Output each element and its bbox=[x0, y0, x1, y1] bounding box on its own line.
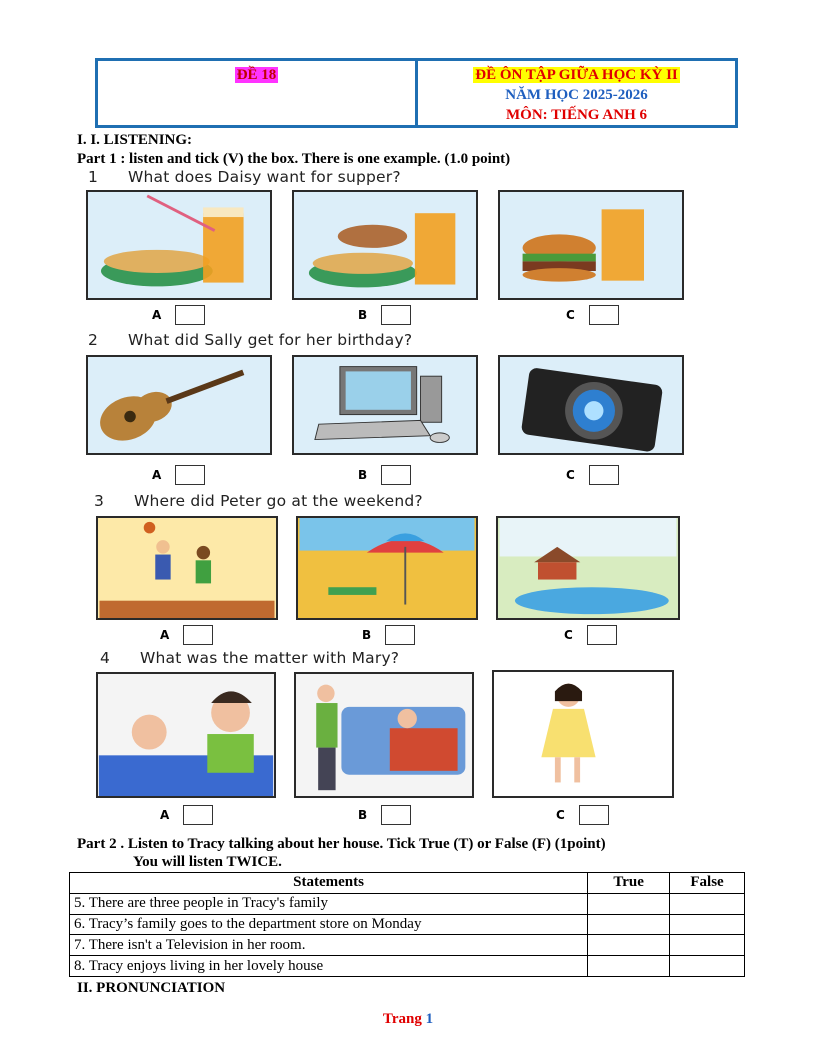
question-text: Where did Peter go at the weekend? bbox=[134, 492, 423, 510]
page-number: 1 bbox=[425, 1011, 434, 1027]
table-header-row bbox=[70, 873, 745, 894]
header-right-cell bbox=[418, 61, 735, 125]
picture-sick-in-bed bbox=[96, 672, 276, 798]
option-label: C bbox=[556, 808, 565, 822]
option-row-q2a bbox=[152, 465, 205, 485]
part2-instruction: Part 2 . Listen to Tracy talking about her house. Tick True (T) or False (F) (1point) bbox=[77, 836, 606, 852]
exam-title: ĐỀ ÔN TẬP GIỮA HỌC KỲ II bbox=[475, 67, 678, 83]
table-row bbox=[70, 914, 745, 935]
question-text: What did Sally get for her birthday? bbox=[128, 331, 413, 349]
statement-cell: 8. Tracy enjoys living in her lovely house bbox=[70, 956, 588, 977]
option-label: A bbox=[160, 808, 170, 822]
option-row-q3c bbox=[564, 625, 617, 645]
picture-burger-juice bbox=[498, 190, 684, 300]
picture-computer bbox=[292, 355, 478, 455]
option-row-q4a bbox=[160, 805, 213, 825]
question-number: 4 bbox=[100, 649, 111, 667]
question-text: What does Daisy want for supper? bbox=[128, 168, 401, 186]
true-cell[interactable] bbox=[588, 893, 670, 914]
picture-house-lake bbox=[496, 516, 680, 620]
part2-instruction-2: You will listen TWICE. bbox=[133, 854, 282, 870]
option-row-q1b bbox=[358, 305, 411, 325]
true-false-table bbox=[69, 872, 745, 977]
option-row-q3b bbox=[362, 625, 415, 645]
header-statements: Statements bbox=[70, 873, 588, 894]
section-listening-title: I. I. LISTENING: bbox=[77, 132, 193, 148]
picture-sofa bbox=[294, 672, 474, 798]
subject: MÔN: TIẾNG ANH 6 bbox=[506, 107, 647, 123]
answer-box[interactable] bbox=[381, 805, 411, 825]
exam-code: ĐỀ 18 bbox=[236, 67, 277, 83]
option-label: A bbox=[160, 628, 170, 642]
true-cell[interactable] bbox=[588, 956, 670, 977]
question-4 bbox=[100, 649, 399, 667]
option-row-q2b bbox=[358, 465, 411, 485]
header-true: True bbox=[588, 873, 670, 894]
answer-box[interactable] bbox=[589, 465, 619, 485]
page-footer bbox=[0, 1011, 816, 1028]
option-row-q3a bbox=[160, 625, 213, 645]
picture-spaghetti-juice bbox=[86, 190, 272, 300]
answer-box[interactable] bbox=[381, 305, 411, 325]
option-label: C bbox=[564, 628, 573, 642]
table-row bbox=[70, 893, 745, 914]
picture-beach bbox=[296, 516, 478, 620]
header-false: False bbox=[670, 873, 745, 894]
option-row-q2c bbox=[566, 465, 619, 485]
option-label: B bbox=[358, 808, 368, 822]
question-number: 1 bbox=[88, 168, 99, 186]
picture-basketball bbox=[96, 516, 278, 620]
statement-cell: 6. Tracy’s family goes to the department store on Monday bbox=[70, 914, 588, 935]
statement-cell: 5. There are three people in Tracy's family bbox=[70, 893, 588, 914]
question-text: What was the matter with Mary? bbox=[140, 649, 400, 667]
question-2 bbox=[88, 331, 412, 349]
answer-box[interactable] bbox=[385, 625, 415, 645]
picture-camera bbox=[498, 355, 684, 455]
answer-box[interactable] bbox=[589, 305, 619, 325]
false-cell[interactable] bbox=[670, 893, 745, 914]
true-cell[interactable] bbox=[588, 935, 670, 956]
page-label: Trang bbox=[382, 1011, 422, 1027]
question-number: 3 bbox=[94, 492, 105, 510]
option-label: C bbox=[566, 468, 575, 482]
option-row-q4b bbox=[358, 805, 411, 825]
answer-box[interactable] bbox=[183, 625, 213, 645]
school-year: NĂM HỌC 2025-2026 bbox=[505, 87, 648, 103]
option-label: A bbox=[152, 468, 162, 482]
answer-box[interactable] bbox=[175, 305, 205, 325]
false-cell[interactable] bbox=[670, 956, 745, 977]
answer-box[interactable] bbox=[381, 465, 411, 485]
answer-box[interactable] bbox=[579, 805, 609, 825]
section-pronunciation-title: II. PRONUNCIATION bbox=[77, 980, 226, 996]
option-row-q1a bbox=[152, 305, 205, 325]
option-label: A bbox=[152, 308, 162, 322]
picture-spaghetti-bread-juice bbox=[292, 190, 478, 300]
table-row bbox=[70, 935, 745, 956]
false-cell[interactable] bbox=[670, 914, 745, 935]
option-label: C bbox=[566, 308, 575, 322]
option-label: B bbox=[358, 468, 368, 482]
option-label: B bbox=[358, 308, 368, 322]
question-number: 2 bbox=[88, 331, 99, 349]
table-row bbox=[70, 956, 745, 977]
picture-stomachache bbox=[492, 670, 674, 798]
option-label: B bbox=[362, 628, 372, 642]
header-left-cell bbox=[98, 61, 418, 125]
question-1 bbox=[88, 168, 401, 186]
false-cell[interactable] bbox=[670, 935, 745, 956]
header-box bbox=[95, 58, 738, 128]
answer-box[interactable] bbox=[183, 805, 213, 825]
statement-cell: 7. There isn't a Television in her room. bbox=[70, 935, 588, 956]
part1-instruction: Part 1 : listen and tick (V) the box. There is one example. (1.0 point) bbox=[77, 151, 511, 167]
answer-box[interactable] bbox=[175, 465, 205, 485]
picture-guitar bbox=[86, 355, 272, 455]
option-row-q4c bbox=[556, 805, 609, 825]
option-row-q1c bbox=[566, 305, 619, 325]
true-cell[interactable] bbox=[588, 914, 670, 935]
question-3 bbox=[94, 492, 423, 510]
answer-box[interactable] bbox=[587, 625, 617, 645]
